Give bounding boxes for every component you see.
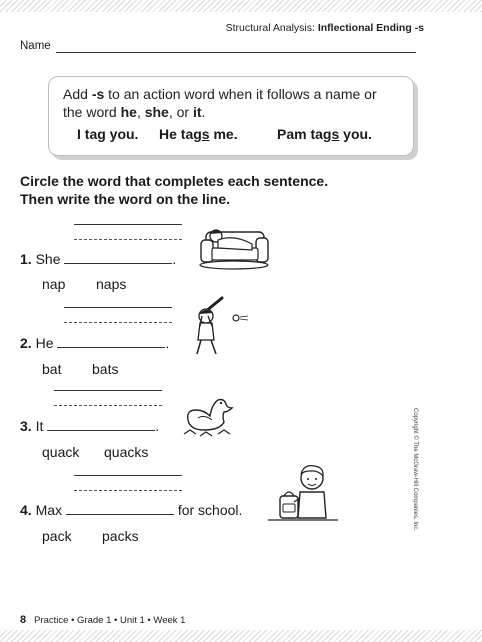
name-label: Name bbox=[20, 40, 51, 52]
choice-word[interactable]: pack bbox=[42, 528, 72, 544]
example-3-part: Pam tag bbox=[277, 126, 332, 142]
answer-blank[interactable] bbox=[66, 503, 174, 515]
item-number: 2. bbox=[20, 335, 32, 351]
rule-suffix: -s bbox=[91, 86, 105, 102]
sentence-start: It bbox=[35, 418, 44, 434]
writing-dashed-line bbox=[54, 405, 162, 406]
rule-word-she: she bbox=[144, 104, 169, 120]
example-3 bbox=[277, 126, 372, 142]
choice-word[interactable]: naps bbox=[96, 276, 127, 292]
rule-word-he: he bbox=[120, 104, 137, 120]
sentence-end: . bbox=[155, 418, 160, 434]
duck-on-water-icon bbox=[180, 386, 240, 442]
sentence-end: . bbox=[165, 335, 170, 351]
rule-text-part: , or bbox=[168, 104, 193, 120]
rule-text bbox=[63, 85, 399, 121]
example-2-part: me. bbox=[209, 126, 238, 142]
header-prefix: Structural Analysis: bbox=[225, 22, 318, 34]
rule-text-part: , bbox=[136, 104, 145, 120]
worksheet-header bbox=[226, 22, 424, 34]
boy-with-backpack-icon bbox=[268, 462, 340, 524]
header-topic: Inflectional Ending -s bbox=[317, 22, 424, 34]
bottom-hatch-band bbox=[0, 630, 482, 642]
answer-blank[interactable] bbox=[47, 419, 155, 431]
example-3-part: you. bbox=[339, 126, 372, 142]
rule-box bbox=[48, 76, 414, 156]
example-2 bbox=[159, 126, 238, 142]
sentence-1 bbox=[20, 251, 176, 267]
choice-word[interactable]: nap bbox=[42, 276, 66, 292]
choice-word[interactable]: packs bbox=[102, 528, 139, 544]
rule-text-part: Add bbox=[63, 86, 92, 102]
item-number: 4. bbox=[20, 502, 32, 518]
sleeping-person-on-couch-icon bbox=[198, 218, 270, 270]
directions-line-1: Circle the word that completes each sentence. bbox=[20, 173, 329, 189]
example-2-suffix: s bbox=[201, 126, 210, 142]
writing-top-line bbox=[64, 307, 172, 308]
page-number: 8 bbox=[20, 614, 27, 626]
sentence-3 bbox=[20, 418, 159, 434]
sentence-start: She bbox=[35, 251, 61, 267]
writing-dashed-line bbox=[74, 239, 182, 240]
choice-word[interactable]: bats bbox=[92, 361, 119, 377]
rule-text-part: . bbox=[201, 104, 206, 120]
examples-row bbox=[63, 126, 399, 148]
rule-text-part: to an action word when it follows a name or the word bbox=[63, 86, 377, 120]
name-row bbox=[20, 40, 416, 56]
sentence-start: Max bbox=[35, 502, 63, 518]
sentence-end: for school. bbox=[177, 502, 243, 518]
answer-writing-lines-4[interactable] bbox=[74, 475, 182, 505]
answer-blank[interactable] bbox=[57, 336, 165, 348]
copyright-notice: Copyright © The McGraw-Hill Companies, Inc. bbox=[412, 408, 418, 532]
answer-writing-lines-1[interactable] bbox=[74, 224, 182, 254]
footer-text: Practice • Grade 1 • Unit 1 • Week 1 bbox=[34, 615, 186, 626]
example-2-part: He tag bbox=[159, 126, 202, 142]
writing-dashed-line bbox=[64, 322, 172, 323]
directions-line-2: Then write the word on the line. bbox=[20, 191, 231, 207]
sentence-end: . bbox=[172, 251, 177, 267]
sentence-start: He bbox=[35, 335, 54, 351]
choice-word[interactable]: quacks bbox=[104, 444, 149, 460]
item-number: 3. bbox=[20, 418, 32, 434]
rule-word-it: it bbox=[192, 104, 202, 120]
top-hatch-band bbox=[0, 0, 482, 12]
name-input-line[interactable] bbox=[56, 52, 416, 53]
writing-top-line bbox=[74, 475, 182, 476]
writing-top-line bbox=[74, 224, 182, 225]
directions bbox=[20, 172, 328, 208]
choice-word[interactable]: quack bbox=[42, 444, 80, 460]
choice-word[interactable]: bat bbox=[42, 361, 62, 377]
answer-writing-lines-3[interactable] bbox=[54, 390, 162, 420]
sentence-4 bbox=[20, 502, 242, 518]
writing-dashed-line bbox=[74, 490, 182, 491]
example-3-suffix: s bbox=[331, 126, 340, 142]
answer-writing-lines-2[interactable] bbox=[64, 307, 172, 337]
example-1: I tag you. bbox=[77, 126, 139, 142]
writing-top-line bbox=[54, 390, 162, 391]
answer-blank[interactable] bbox=[64, 252, 172, 264]
boy-swinging-bat-icon bbox=[186, 294, 250, 358]
page-footer bbox=[20, 614, 185, 626]
sentence-2 bbox=[20, 335, 169, 351]
item-number: 1. bbox=[20, 251, 32, 267]
